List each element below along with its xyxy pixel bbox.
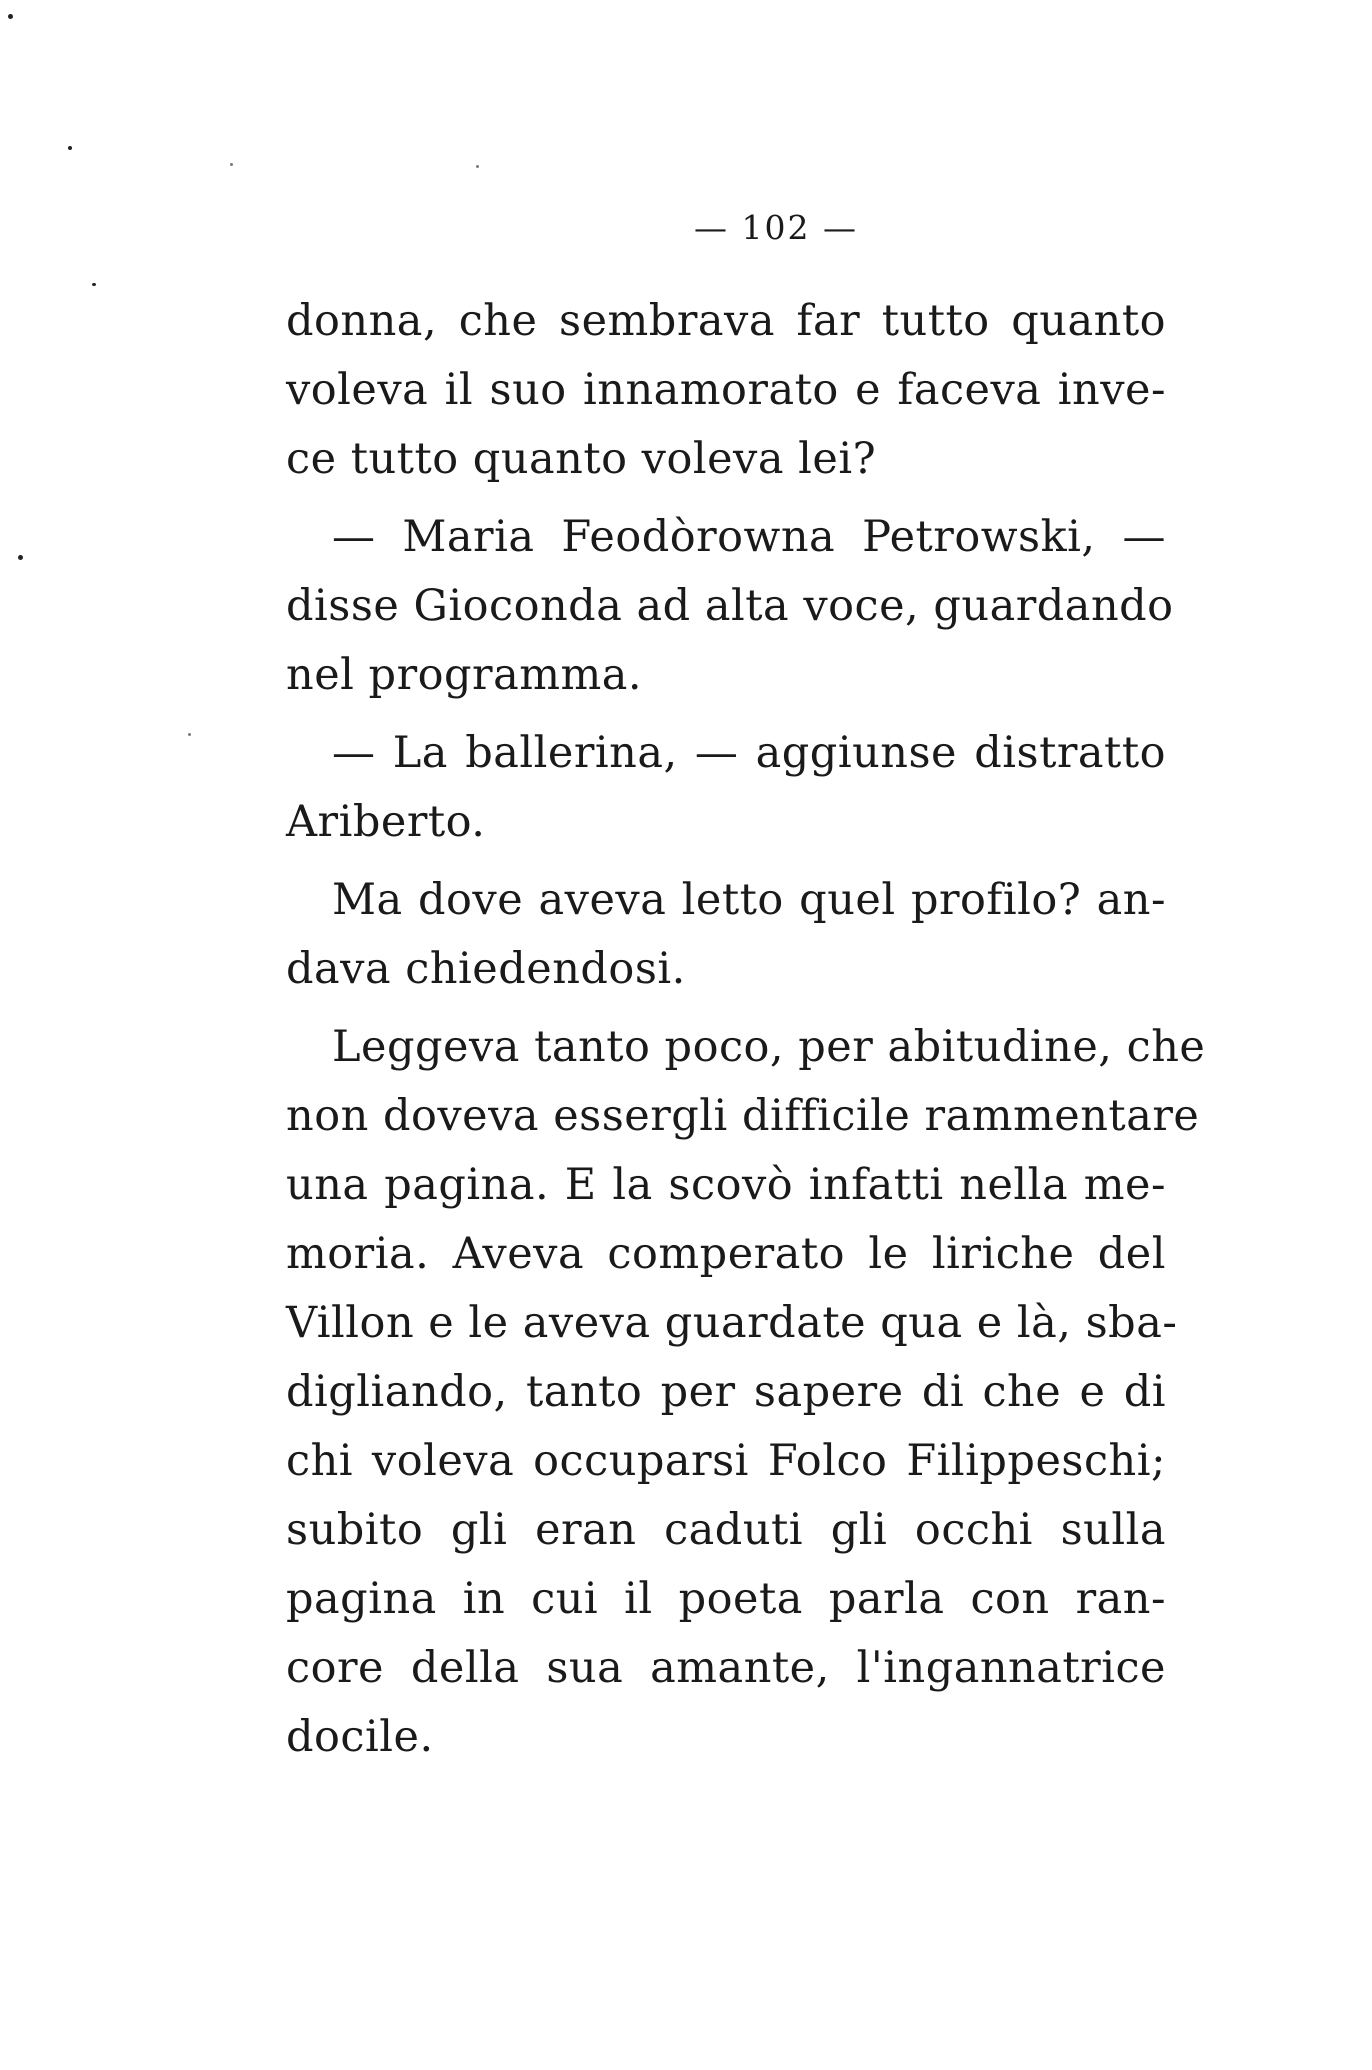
text-line: ce tutto quanto voleva lei? — [286, 434, 877, 484]
scan-speck — [476, 165, 479, 168]
scan-speck — [8, 14, 13, 19]
page-number: — 102 — — [694, 208, 858, 247]
scan-speck — [92, 283, 96, 286]
scan-speck — [18, 555, 23, 560]
text-line: Ariberto. — [286, 797, 486, 847]
text-line: docile. — [286, 1712, 434, 1762]
scan-speck — [68, 146, 72, 150]
text-line: Villon e le aveva guardate qua e là, sba- — [286, 1298, 1178, 1348]
text-line: Ma dove aveva letto quel profilo? an- — [332, 875, 1166, 925]
text-line: chi voleva occuparsi Folco Filippeschi; — [286, 1436, 1166, 1486]
text-line: pagina in cui il poeta parla con ran- — [286, 1574, 1166, 1624]
text-line: disse Gioconda ad alta voce, guardando — [286, 581, 1174, 631]
text-line: dava chiedendosi. — [286, 944, 686, 994]
text-line: Leggeva tanto poco, per abitudine, che — [332, 1022, 1206, 1072]
scan-speck — [188, 733, 191, 736]
text-line: — La ballerina, — aggiunse distratto — [332, 728, 1166, 778]
text-line: una pagina. E la scovò infatti nella me- — [286, 1160, 1166, 1210]
body-text — [286, 287, 1206, 1772]
text-line: subito gli eran caduti gli occhi sulla — [286, 1505, 1166, 1555]
text-line: digliando, tanto per sapere di che e di — [286, 1367, 1166, 1417]
text-line: donna, che sembrava far tutto quanto — [286, 296, 1166, 346]
text-line: moria. Aveva comperato le liriche del — [286, 1229, 1166, 1279]
text-line: voleva il suo innamorato e faceva inve- — [286, 365, 1166, 415]
scan-speck — [230, 163, 233, 166]
text-line: core della sua amante, l'ingannatrice — [286, 1643, 1166, 1693]
text-line: non doveva essergli difficile rammentare — [286, 1091, 1200, 1141]
text-line: nel programma. — [286, 650, 643, 700]
text-line: — Maria Feodòrowna Petrowski, — — [332, 512, 1166, 562]
